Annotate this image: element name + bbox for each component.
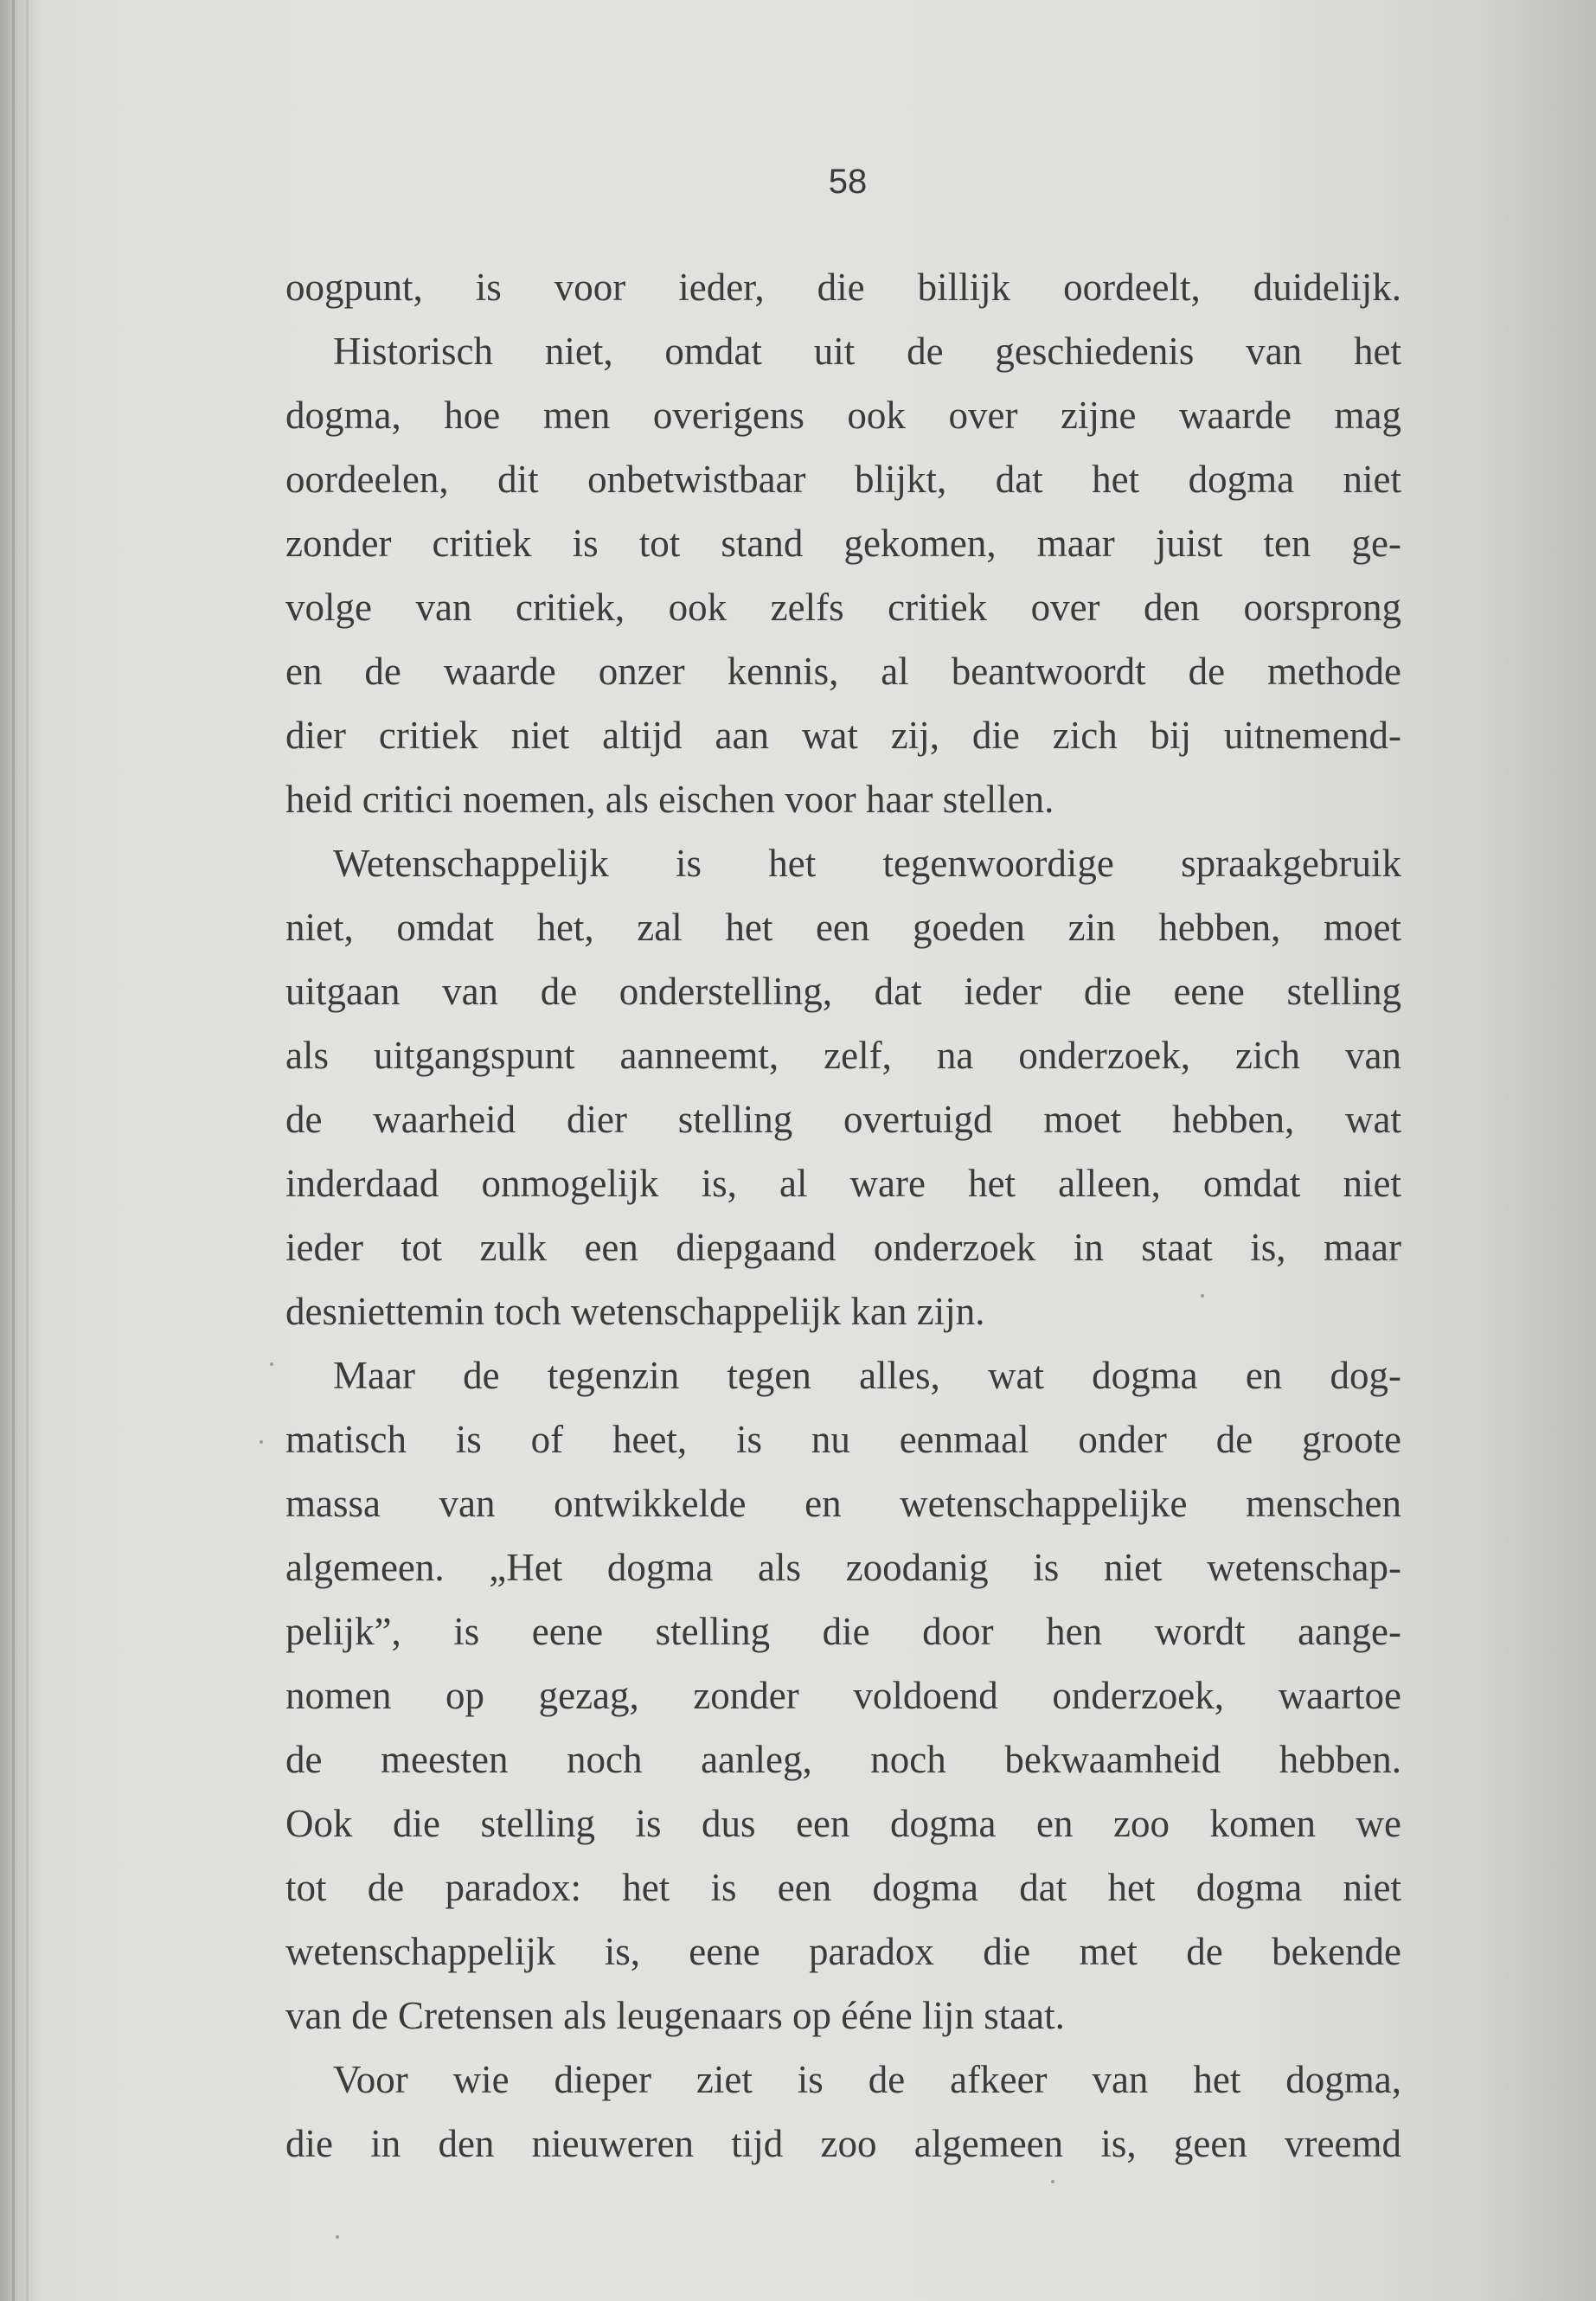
text-line: heid critici noemen, als eischen voor haar stellen. <box>285 778 1054 821</box>
text-line: als uitgangspunt aanneemt, zelf, na onderzoek, zich van <box>285 1034 1401 1077</box>
text-line: de meesten noch aanleg, noch bekwaamheid hebben. <box>285 1738 1401 1781</box>
text-line: dier critiek niet altijd aan wat zij, die zich bij uitnemend- <box>285 714 1401 757</box>
text-line: tot de paradox: het is een dogma dat het dogma niet <box>285 1866 1401 1909</box>
text-line: Maar de tegenzin tegen alles, wat dogma en dog- <box>333 1354 1401 1397</box>
text-line: Historisch niet, omdat uit de geschiedenis van het <box>333 330 1401 373</box>
text-line: Voor wie dieper ziet is de afkeer van het dogma, <box>333 2058 1401 2101</box>
text-line: pelijk”, is eene stelling die door hen wordt aange- <box>285 1610 1401 1653</box>
paper-speck <box>270 1362 273 1366</box>
text-line: oordeelen, dit onbetwistbaar blijkt, dat het dogma niet <box>285 458 1401 501</box>
paper-speck <box>1201 1294 1204 1298</box>
text-line: ieder tot zulk een diepgaand onderzoek in staat is, maar <box>285 1226 1401 1269</box>
text-line: die in den nieuweren tijd zoo algemeen is, geen vreemd <box>285 2122 1401 2165</box>
paper-speck <box>336 2235 339 2239</box>
text-line: nomen op gezag, zonder voldoend onderzoek, waartoe <box>285 1674 1401 1717</box>
text-line: niet, omdat het, zal het een goeden zin hebben, moet <box>285 906 1401 949</box>
text-line: dogma, hoe men overigens ook over zijne waarde mag <box>285 394 1401 437</box>
text-line: en de waarde onzer kennis, al beantwoordt de methode <box>285 650 1401 693</box>
text-line: uitgaan van de onderstelling, dat ieder die eene stelling <box>285 970 1401 1013</box>
page-gutter-shadow <box>26 0 29 2301</box>
paper-speck <box>260 1440 263 1444</box>
text-line: zonder critiek is tot stand gekomen, maar juist ten ge- <box>285 522 1401 565</box>
text-line: wetenschappelijk is, eene paradox die met de bekende <box>285 1930 1401 1973</box>
text-line: Ook die stelling is dus een dogma en zoo komen we <box>285 1802 1401 1845</box>
text-line: desniettemin toch wetenschappelijk kan zijn. <box>285 1290 985 1333</box>
text-line: inderdaad onmogelijk is, al ware het alleen, omdat niet <box>285 1162 1401 1205</box>
text-line: matisch is of heet, is nu eenmaal onder de groote <box>285 1418 1401 1461</box>
page-number: 58 <box>828 163 868 201</box>
paper-speck <box>1051 2180 1054 2183</box>
text-line: de waarheid dier stelling overtuigd moet hebben, wat <box>285 1098 1401 1141</box>
text-line: volge van critiek, ook zelfs critiek over den oorsprong <box>285 586 1401 629</box>
text-line: massa van ontwikkelde en wetenschappelijke menschen <box>285 1482 1401 1525</box>
text-line: oogpunt, is voor ieder, die billijk oordeelt, duidelijk. <box>285 266 1401 309</box>
text-line: van de Cretensen als leugenaars op ééne lijn staat. <box>285 1994 1065 2037</box>
text-line: algemeen. „Het dogma als zoodanig is niet wetenschap- <box>285 1546 1401 1589</box>
page-gutter-line <box>12 0 15 2301</box>
text-line: Wetenschappelijk is het tegenwoordige spraakgebruik <box>333 842 1401 885</box>
